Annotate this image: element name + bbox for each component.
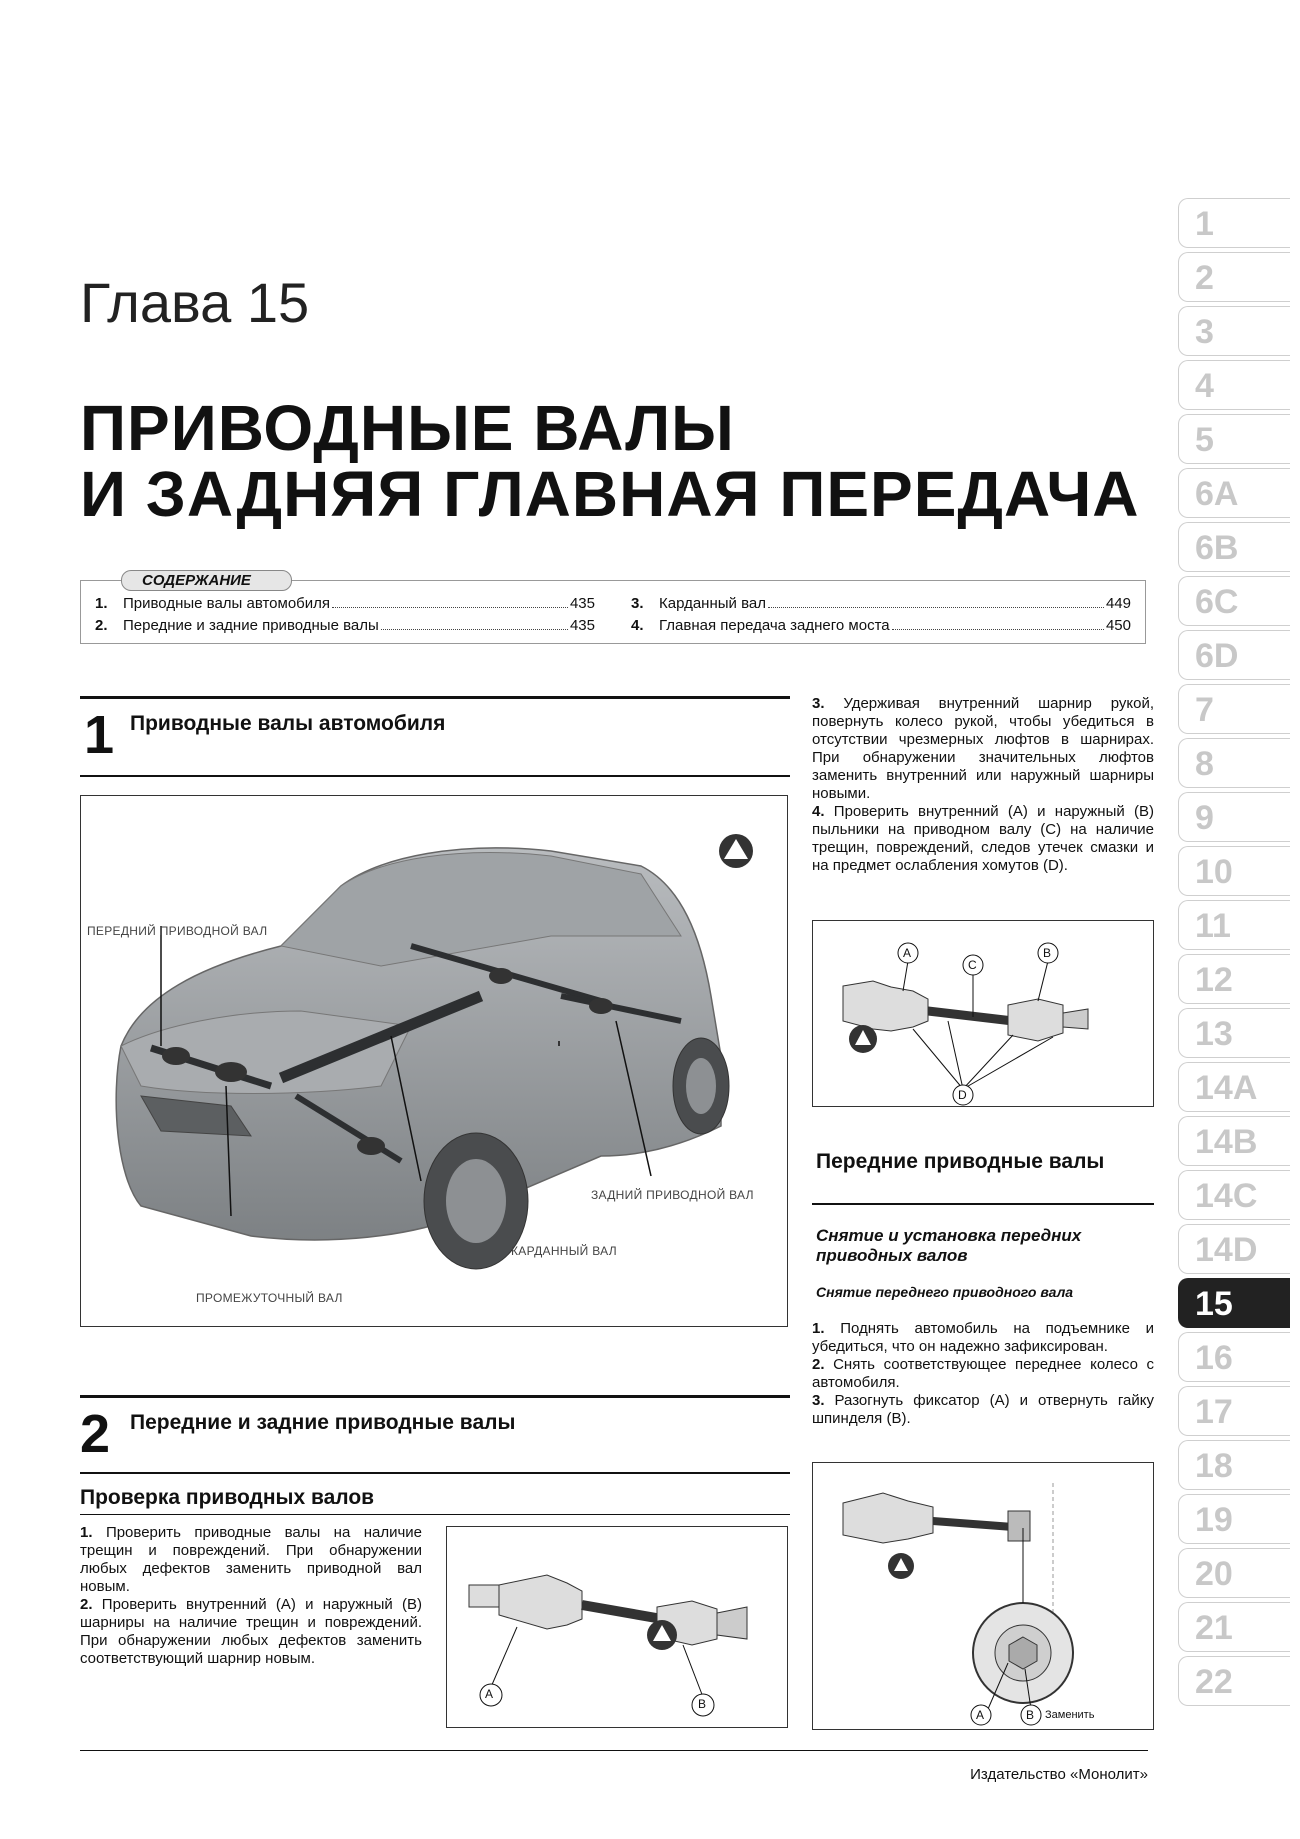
tab-17[interactable]: 17	[1178, 1386, 1290, 1436]
heading-rule	[812, 1203, 1154, 1205]
vehicle-drivetrain-illustration	[81, 796, 787, 1326]
toc-item-2[interactable]	[95, 617, 595, 634]
toc-text: Карданный вал	[659, 595, 766, 612]
tab-7[interactable]: 7	[1178, 684, 1290, 734]
step-number: 2.	[812, 1356, 825, 1373]
chapter-label: Глава 15	[80, 271, 310, 334]
step-4	[812, 803, 1154, 875]
step-text: Разогнуть фиксатор (А) и отвернуть гайку шпинделя (В).	[812, 1392, 1154, 1427]
toc-item-3[interactable]	[631, 595, 1131, 612]
callout-b: B	[1026, 1708, 1035, 1722]
check-steps	[80, 1524, 422, 1668]
tab-21[interactable]: 21	[1178, 1602, 1290, 1652]
toc-num: 1.	[95, 595, 108, 612]
section-1-bottom-rule	[80, 775, 790, 777]
step-number: 3.	[812, 695, 825, 712]
right-column-steps	[812, 695, 1154, 875]
section-2-title: Передние и задние приводные валы	[130, 1411, 516, 1434]
step-number: 1.	[80, 1524, 93, 1541]
step-number: 4.	[812, 803, 825, 820]
step-text: Проверить внутренний (А) и наружный (В) шарниры на наличие трещин и повреждений. При обнаружении любых дефектов заменить соответствующий шарнир новым.	[80, 1596, 422, 1667]
callout-a: A	[976, 1708, 985, 1722]
toc-page: 449	[1105, 595, 1131, 612]
tab-9[interactable]: 9	[1178, 792, 1290, 842]
label-rear-driveshaft: ЗАДНИЙ ПРИВОДНОЙ ВАЛ	[591, 1188, 754, 1202]
tab-14d[interactable]: 14D	[1178, 1224, 1290, 1274]
tab-12[interactable]: 12	[1178, 954, 1290, 1004]
tab-5[interactable]: 5	[1178, 414, 1290, 464]
label-propeller-shaft: КАРДАННЫЙ ВАЛ	[511, 1244, 617, 1258]
section-2-subtitle: Проверка приводных валов	[80, 1486, 375, 1509]
tab-3[interactable]: 3	[1178, 306, 1290, 356]
tab-15-active[interactable]: 15	[1178, 1278, 1290, 1328]
section-2-number: 2	[80, 1404, 111, 1464]
callout-b: B	[1043, 946, 1052, 960]
callout-a: A	[903, 946, 912, 960]
toc-page: 435	[569, 595, 595, 612]
tab-19[interactable]: 19	[1178, 1494, 1290, 1544]
tab-8[interactable]: 8	[1178, 738, 1290, 788]
step-number: 3.	[812, 1392, 825, 1409]
toc-text: Приводные валы автомобиля	[123, 595, 331, 612]
removal-step-2	[812, 1356, 1154, 1392]
callout-a: A	[485, 1687, 494, 1701]
title-line-1: ПРИВОДНЫЕ ВАЛЫ	[80, 392, 735, 464]
callout-d: D	[958, 1088, 967, 1102]
toc-label: СОДЕРЖАНИЕ	[121, 570, 292, 591]
step-number: 1.	[812, 1320, 825, 1337]
section-2-bottom-rule	[80, 1472, 790, 1474]
spindle-nut-figure	[812, 1462, 1154, 1730]
callout-c: C	[968, 958, 977, 972]
toc-leader	[332, 595, 568, 608]
toc-item-4[interactable]	[631, 617, 1131, 634]
removal-step-1	[812, 1320, 1154, 1356]
tab-11[interactable]: 11	[1178, 900, 1290, 950]
tab-6b[interactable]: 6B	[1178, 522, 1290, 572]
tab-6d[interactable]: 6D	[1178, 630, 1290, 680]
step-number: 2.	[80, 1596, 93, 1613]
step-text: Проверить приводные валы на наличие трещин и повреждений. При обнаружении любых дефектов заменить приводной вал новым.	[80, 1524, 422, 1595]
section-1-number: 1	[84, 705, 115, 765]
step-1	[80, 1524, 422, 1596]
tab-14c[interactable]: 14C	[1178, 1170, 1290, 1220]
tab-6a[interactable]: 6A	[1178, 468, 1290, 518]
tab-10[interactable]: 10	[1178, 846, 1290, 896]
step-3	[812, 695, 1154, 803]
section-1-title: Приводные валы автомобиля	[130, 712, 446, 735]
tab-18[interactable]: 18	[1178, 1440, 1290, 1490]
toc-text: Главная передача заднего моста	[659, 617, 890, 634]
tab-6c[interactable]: 6C	[1178, 576, 1290, 626]
step-text: Снять соответствующее переднее колесо с автомобиля.	[812, 1356, 1154, 1391]
replace-label: Заменить	[1045, 1709, 1095, 1721]
label-intermediate-shaft: ПРОМЕЖУТОЧНЫЙ ВАЛ	[196, 1291, 343, 1305]
tab-1[interactable]: 1	[1178, 198, 1290, 248]
step-text: Удерживая внутренний шарнир рукой, повернуть колесо рукой, чтобы убедиться в отсутствии чрезмерных люфтов в шарнирах. При обнаружении значительных люфтов заменить внутренний или наружный шарниры новыми.	[812, 695, 1154, 802]
toc-leader	[768, 595, 1104, 608]
tab-2[interactable]: 2	[1178, 252, 1290, 302]
subtitle-rule	[80, 1514, 790, 1515]
title-line-2: И ЗАДНЯЯ ГЛАВНАЯ ПЕРЕДАЧА	[80, 458, 1140, 530]
toc-num: 4.	[631, 617, 644, 634]
toc-num: 3.	[631, 595, 644, 612]
boots-illustration	[813, 921, 1153, 1106]
toc-page: 450	[1105, 617, 1131, 634]
tab-14b[interactable]: 14B	[1178, 1116, 1290, 1166]
joints-figure	[446, 1526, 788, 1728]
removal-installation-heading: Снятие и установка передних приводных валов	[816, 1226, 1082, 1265]
label-front-driveshaft: ПЕРЕДНИЙ ПРИВОДНОЙ ВАЛ	[87, 924, 268, 938]
tab-4[interactable]: 4	[1178, 360, 1290, 410]
toc-page: 435	[569, 617, 595, 634]
removal-steps	[812, 1320, 1154, 1428]
tab-16[interactable]: 16	[1178, 1332, 1290, 1382]
toc-leader	[381, 617, 568, 630]
boots-figure	[812, 920, 1154, 1107]
tab-14a[interactable]: 14A	[1178, 1062, 1290, 1112]
tab-22[interactable]: 22	[1178, 1656, 1290, 1706]
step-2	[80, 1596, 422, 1668]
front-driveshafts-heading: Передние приводные валы	[816, 1150, 1105, 1173]
callout-b: B	[698, 1697, 707, 1711]
toc-text: Передние и задние приводные валы	[123, 617, 379, 634]
toc-num: 2.	[95, 617, 108, 634]
removal-step-3	[812, 1392, 1154, 1428]
tab-13[interactable]: 13	[1178, 1008, 1290, 1058]
section-1-top-rule	[80, 696, 790, 699]
spindle-nut-illustration	[813, 1463, 1153, 1729]
vehicle-drivetrain-figure	[80, 795, 788, 1327]
step-text: Поднять автомобиль на подъемнике и убедиться, что он надежно зафиксирован.	[812, 1320, 1155, 1355]
removal-subheading: Снятие переднего приводного вала	[816, 1284, 1074, 1300]
step-text: Проверить внутренний (А) и наружный (В) пыльники на приводном валу (С) на наличие трещин, повреждений, следов утечек смазки и на предмет ослабления хомутов (D).	[812, 803, 1154, 874]
section-2-top-rule	[80, 1395, 790, 1398]
publisher-footer: Издательство «Монолит»	[970, 1766, 1148, 1783]
joints-illustration	[447, 1527, 787, 1727]
table-of-contents	[80, 572, 1146, 644]
toc-leader	[892, 617, 1104, 630]
tab-20[interactable]: 20	[1178, 1548, 1290, 1598]
page-title	[80, 392, 1140, 530]
footer-rule	[80, 1750, 1148, 1751]
toc-item-1[interactable]	[95, 595, 595, 612]
